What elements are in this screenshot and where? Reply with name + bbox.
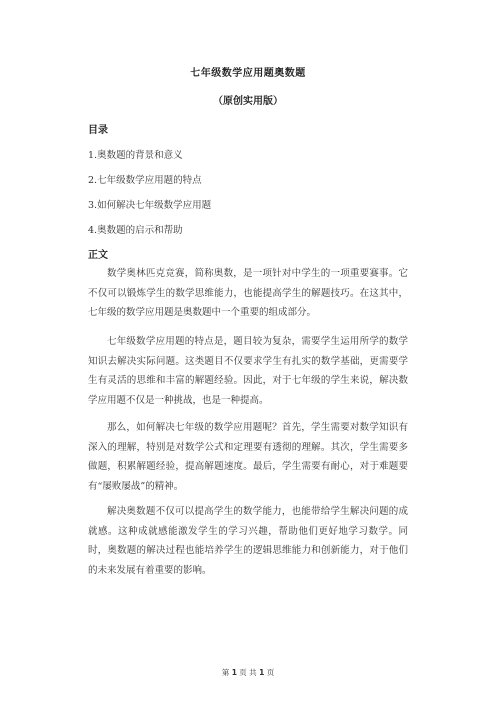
toc-item: 1.奥数题的背景和意义 — [88, 150, 183, 161]
footer-total-pages: 1 — [259, 668, 265, 677]
toc-heading: 目录 — [88, 125, 108, 136]
toc-item: 2.七年级数学应用题的特点 — [88, 175, 202, 186]
footer-middle: 页 共 — [239, 668, 257, 677]
body-paragraph: 数学奥林匹克竞赛，简称奥数，是一项针对中学生的一项重要赛事。它不仅可以锻炼学生的数学思维能力，也能提高学生的解题技巧。在这其中，七年级的数学应用题是奥数题中一个重要的组成部分。 — [88, 268, 408, 318]
document-title: 七年级数学应用题奥数题 — [190, 68, 306, 79]
footer-prefix: 第 — [221, 668, 230, 677]
document-subtitle: （原创实用版） — [213, 96, 283, 107]
body-heading: 正文 — [88, 250, 108, 261]
page-footer — [0, 667, 496, 678]
footer-page-number: 1 — [231, 668, 237, 677]
body-paragraph: 解决奥数题不仅可以提高学生的数学能力，也能带给学生解决问题的成就感。这种成就感能激发学生的学习兴趣，帮助他们更好地学习数学。同时，奥数题的解决过程也能培养学生的逻辑思维能力和创新能力，对于他们的未来发展有着重要的影响。 — [88, 506, 408, 576]
toc-item: 4.奥数题的启示和帮助 — [88, 225, 183, 236]
toc-item: 3.如何解决七年级数学应用题 — [88, 200, 212, 211]
footer-suffix: 页 — [266, 668, 275, 677]
body-paragraph: 那么，如何解决七年级的数学应用题呢？首先，学生需要对数学知识有深入的理解，特别是对数学公式和定理要有透彻的理解。其次，学生需要多做题，积累解题经验，提高解题速度。最后，学生需要有耐心，对于难题要有“屡败屡战”的精神。 — [88, 422, 408, 492]
body-paragraph: 七年级数学应用题的特点是，题目较为复杂，需要学生运用所学的数学知识去解决实际问题。这类题目不仅要求学生有扎实的数学基础，更需要学生有灵活的思维和丰富的解题经验。因此，对于七年级的学生来说，解决数学应用题不仅是一种挑战，也是一种提高。 — [88, 336, 408, 406]
